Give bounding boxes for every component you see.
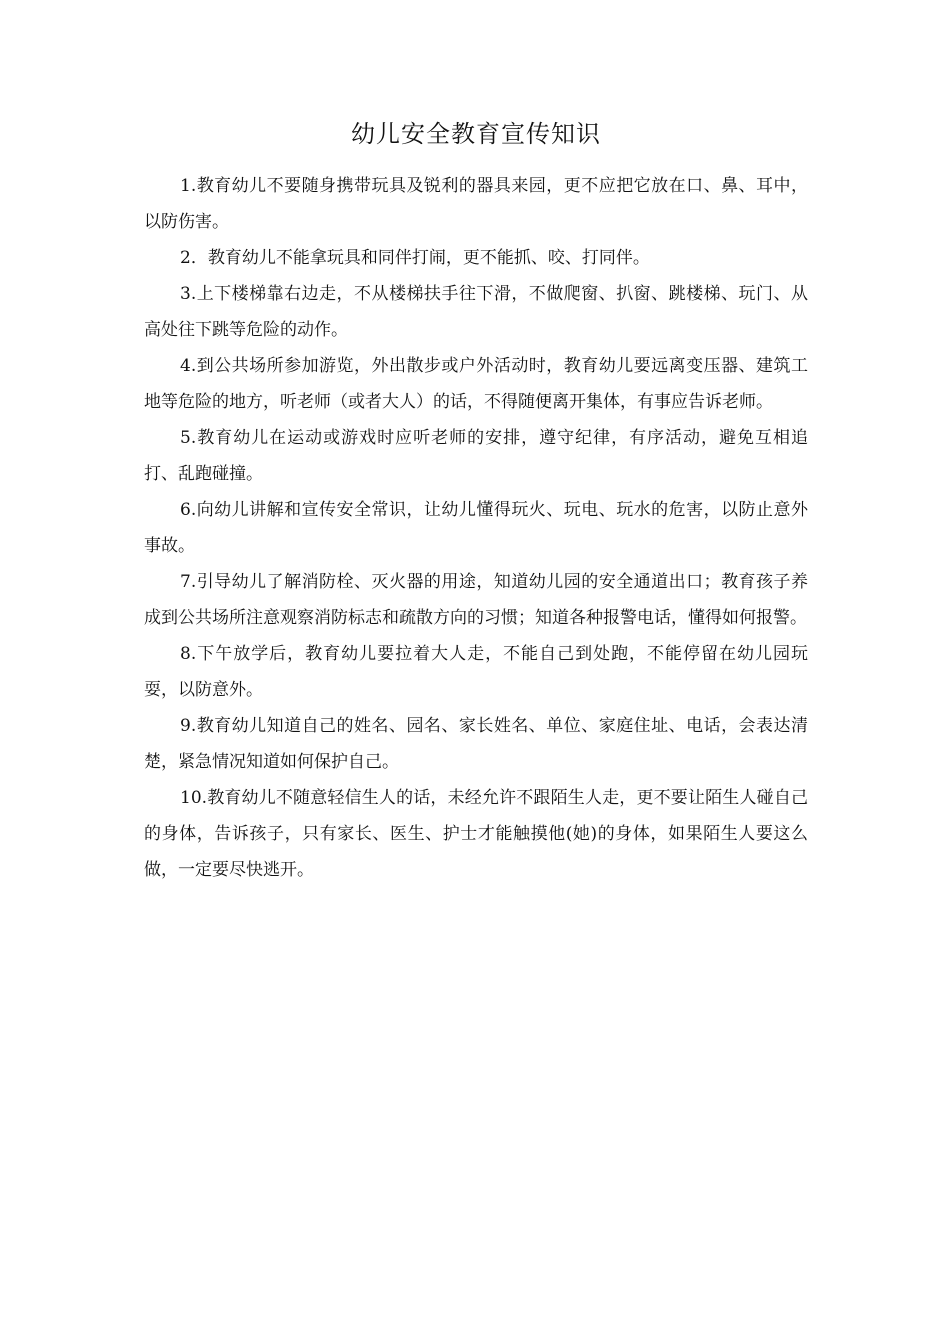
paragraph-2: 2．教育幼儿不能拿玩具和同伴打闹，更不能抓、咬、打同伴。 (180, 248, 650, 268)
paragraph-5: 5.教育幼儿在运动或游戏时应听老师的安排，遵守纪律，有序活动，避免互相追打、乱跑碰撞。 (144, 428, 808, 484)
paragraph-7: 7.引导幼儿了解消防栓、灭火器的用途，知道幼儿园的安全通道出口；教育孩子养成到公共场所注意观察消防标志和疏散方向的习惯；知道各种报警电话，懂得如何报警。 (144, 572, 808, 628)
paragraph-8: 8.下午放学后，教育幼儿要拉着大人走，不能自己到处跑，不能停留在幼儿园玩耍，以防意外。 (144, 644, 808, 700)
paragraph-6: 6.向幼儿讲解和宣传安全常识，让幼儿懂得玩火、玩电、玩水的危害，以防止意外事故。 (144, 500, 808, 556)
paragraph-9: 9.教育幼儿知道自己的姓名、园名、家长姓名、单位、家庭住址、电话，会表达清楚，紧急情况知道如何保护自己。 (144, 716, 808, 772)
paragraph-1: 1.教育幼儿不要随身携带玩具及锐利的器具来园，更不应把它放在口、鼻、耳中，以防伤害。 (144, 176, 808, 232)
document-title: 幼儿安全教育宣传知识 (351, 120, 601, 148)
paragraph-10: 10.教育幼儿不随意轻信生人的话，未经允许不跟陌生人走，更不要让陌生人碰自己的身体，告诉孩子，只有家长、医生、护士才能触摸他(她)的身体，如果陌生人要这么做，一定要尽快逃开。 (144, 788, 808, 880)
document-content (144, 112, 808, 888)
paragraph-3: 3.上下楼梯靠右边走，不从楼梯扶手往下滑，不做爬窗、扒窗、跳楼梯、玩门、从高处往下跳等危险的动作。 (144, 284, 808, 340)
paragraph-4: 4.到公共场所参加游览，外出散步或户外活动时，教育幼儿要远离变压器、建筑工地等危险的地方，听老师（或者大人）的话，不得随便离开集体，有事应告诉老师。 (144, 356, 808, 412)
